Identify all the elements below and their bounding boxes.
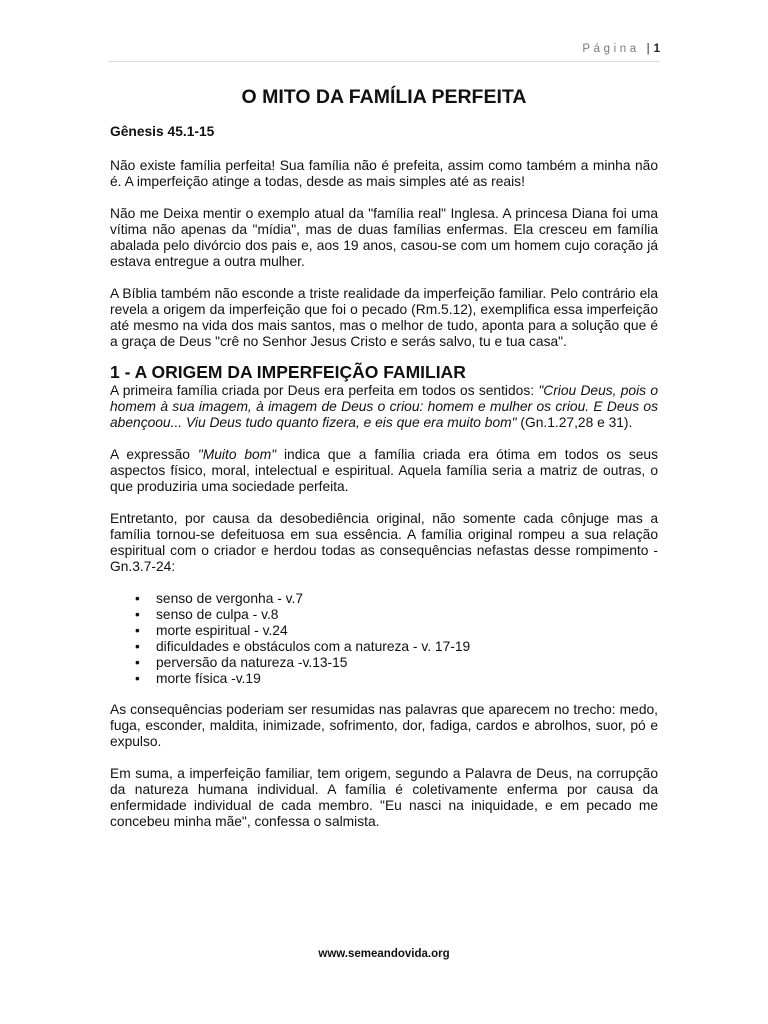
- page-header: [582, 43, 660, 55]
- emphasis-quote: "Muito bom": [197, 447, 277, 462]
- document-title: O MITO DA FAMÍLIA PERFEITA: [241, 86, 527, 108]
- paragraph-lead: A primeira família criada por Deus era perfeita em todos os sentidos:: [110, 383, 539, 398]
- intro-paragraph: Não me Deixa mentir o exemplo atual da "família real" Inglesa. A princesa Diana foi uma vítima não apenas da "mídia", mas de duas famílias enfermas. Ela cresceu em família abalada pelo divórcio dos pais e, aos 19 anos, casou-se com um homem cujo coração já estava entregue a outra mulher.: [110, 206, 658, 269]
- scripture-reference: Gênesis 45.1-15: [110, 124, 215, 139]
- list-item: • morte física -v.19: [156, 671, 658, 687]
- closing-paragraph: As consequências poderiam ser resumidas nas palavras que aparecem no trecho: medo, fuga, esconder, maldita, inimizade, sofrimento, dor, fadiga, cardos e abrolhos, suor, pó e expulso.: [110, 701, 658, 749]
- header-divider: [108, 61, 660, 62]
- intro-paragraph: Não existe família perfeita! Sua família não é prefeita, assim como também a minha não é. A imperfeição atinge a todas, desde as mais simples até as reais!: [110, 158, 658, 189]
- closing-paragraph: Em suma, a imperfeição familiar, tem origem, segundo a Palavra de Deus, na corrupção da natureza humana individual. A família é coletivamente enferma por causa da enfermidade individual de cada membro. "Eu nasci na iniquidade, e em pecado me concebeu minha mãe", confessa o salmista.: [110, 765, 658, 829]
- footer-website: www.semeandovida.org: [318, 948, 450, 960]
- list-item: • senso de vergonha - v.7: [156, 591, 658, 607]
- page-separator: |: [646, 43, 650, 55]
- paragraph-tail: (Gn.1.27,28 e 31).: [516, 415, 633, 430]
- scripture-quote: "Criou Deus, pois o homem à sua imagem, à imagem de Deus o criou: homem e mulher os criou. E Deus os abençoou... Viu Deus tudo quanto fizera, e eis que era muito bom": [110, 383, 658, 430]
- section-paragraph: Entretanto, por causa da desobediência original, não somente cada cônjuge mas a família tornou-se defeituosa em sua essência. A família original rompeu a sua relação espiritual com o criador e herdou todas as consequências nefastas desse rompimento - Gn.3.7-24:: [110, 511, 658, 574]
- document-body: [110, 84, 658, 846]
- intro-paragraph: A Bíblia também não esconde a triste realidade da imperfeição familiar. Pelo contrário ela revela a origem da imperfeição que foi o pecado (Rm.5.12), exemplifica essa imperfeição até mesmo na vida dos mais santos, mas o melhor de tudo, aponta para a solução que é a graça de Deus "crê no Senhor Jesus Cristo e serás salvo, tu e tua casa".: [110, 286, 658, 349]
- paragraph-lead: A expressão: [110, 447, 198, 462]
- list-item: • dificuldades e obstáculos com a natureza - v. 17-19: [156, 639, 658, 655]
- section-paragraph: [110, 447, 658, 495]
- page-label: Página: [582, 43, 640, 55]
- list-item: • morte espiritual - v.24: [156, 623, 658, 639]
- section-heading: 1 - A ORIGEM DA IMPERFEIÇÃO FAMILIAR: [110, 362, 466, 382]
- paragraph-tail: indica que a família criada era ótima em todos os seus aspectos físico, moral, intelectual e espiritual. Aquela família seria a matriz de outras, o que produziria uma sociedade perfeita.: [110, 447, 658, 494]
- list-item: • perversão da natureza -v.13-15: [156, 655, 658, 671]
- page-number: 1: [653, 43, 660, 55]
- list-item: • senso de culpa - v.8: [156, 607, 658, 623]
- consequences-list: [110, 591, 658, 688]
- section-paragraph: [110, 383, 658, 431]
